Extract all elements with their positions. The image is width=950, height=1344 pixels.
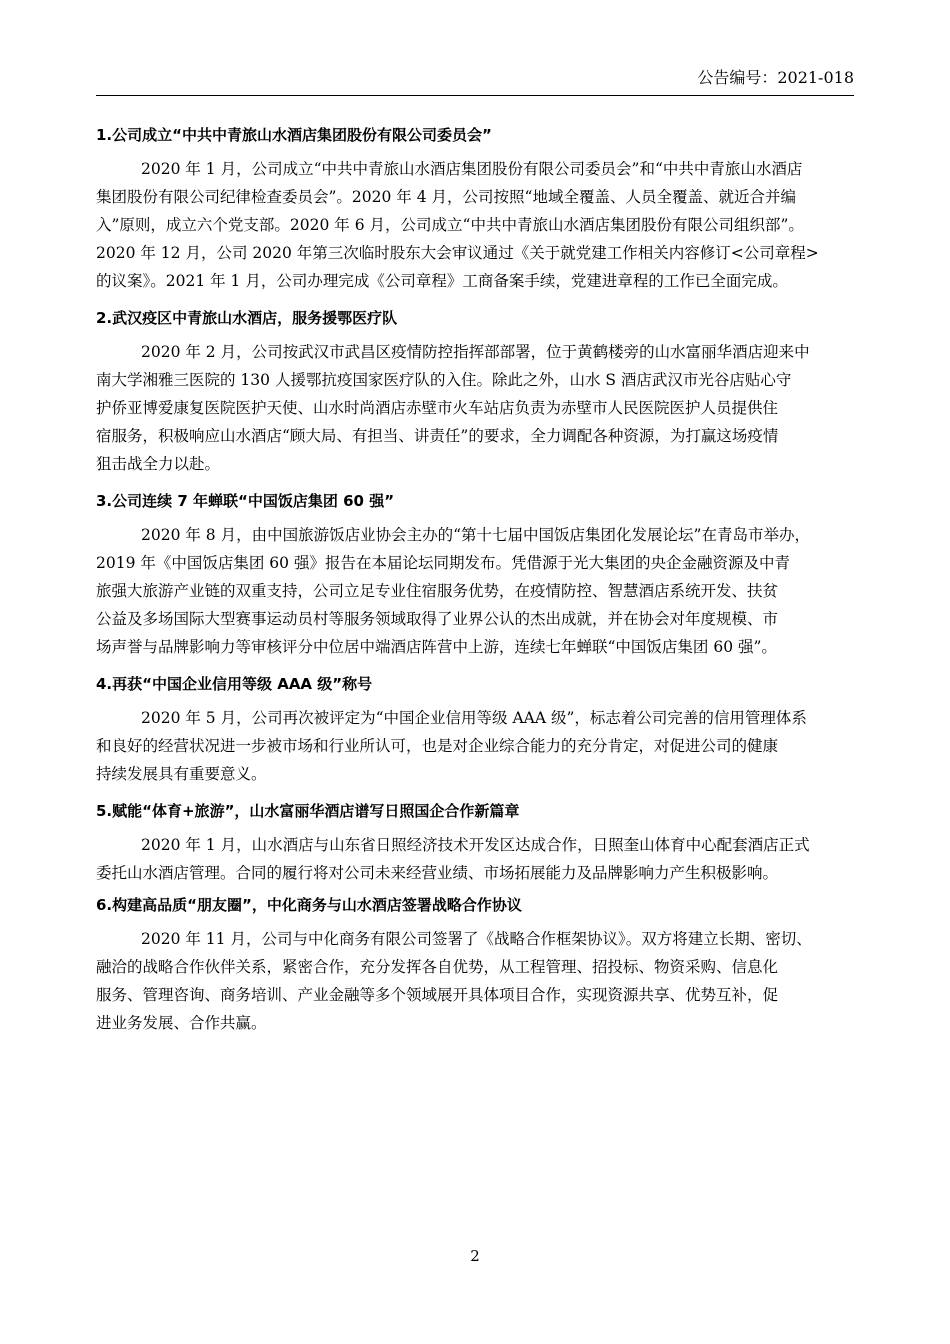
paragraph-line: 狙击战全力以赴。 — [96, 455, 221, 473]
section-title: 3.公司连续 7 年蝉联“中国饭店集团 60 强” — [96, 492, 395, 510]
document-body — [96, 124, 854, 1037]
paragraph-line: 2020 年 5 月，公司再次被评定为“中国企业信用等级 AAA 级”，标志着公司完善的信用管理体系 — [141, 709, 807, 727]
section-2 — [96, 307, 854, 478]
page-number: 2 — [470, 1247, 480, 1265]
paragraph-line: 2020 年 12 月，公司 2020 年第三次临时股东大会审议通过《关于就党建工作相关内容修订<公司章程> — [96, 244, 819, 262]
section-paragraph — [96, 155, 854, 295]
paragraph-line: 公益及多场国际大型赛事运动员村等服务领域取得了业界公认的杰出成就，并在协会对年度规模、市 — [96, 610, 779, 628]
section-6 — [96, 894, 854, 1037]
paragraph-line: 的议案》。2021 年 1 月，公司办理完成《公司章程》工商备案手续，党建进章程的工作已全面完成。 — [96, 272, 788, 290]
paragraph-line: 持续发展具有重要意义。 — [96, 765, 267, 783]
section-paragraph — [96, 704, 854, 788]
section-title: 1.公司成立“中共中青旅山水酒店集团股份有限公司委员会” — [96, 126, 492, 144]
paragraph-line: 融洽的战略合作伙伴关系，紧密合作，充分发挥各自优势，从工程管理、招投标、物资采购、信息化 — [96, 958, 779, 976]
paragraph-line: 旅强大旅游产业链的双重支持，公司立足专业住宿服务优势，在疫情防控、智慧酒店系统开发、扶贫 — [96, 582, 779, 600]
section-4 — [96, 673, 854, 788]
paragraph-line: 集团股份有限公司纪律检查委员会”。2020 年 4 月，公司按照“地域全覆盖、人员全覆盖、就近合并编 — [96, 188, 796, 206]
header-divider — [96, 95, 854, 96]
section-1 — [96, 124, 854, 295]
paragraph-line: 场声誉与品牌影响力等审核评分中位居中端酒店阵营中上游，连续七年蝉联“中国饭店集团 60 强”。 — [96, 638, 777, 656]
section-title: 2.武汉疫区中青旅山水酒店，服务援鄂医疗队 — [96, 309, 398, 327]
section-title: 5.赋能“体育+旅游”，山水富丽华酒店谱写日照国企合作新篇章 — [96, 802, 520, 820]
section-paragraph — [96, 521, 854, 661]
section-paragraph — [96, 831, 854, 887]
document-number: 公告编号：2021-018 — [697, 68, 854, 87]
paragraph-line: 护侨亚博爱康复医院医护天使、山水时尚酒店赤壁市火车站店负责为赤壁市人民医院医护人员提供住 — [96, 399, 779, 417]
paragraph-line: 宿服务，积极响应山水酒店“顾大局、有担当、讲责任”的要求，全力调配各种资源，为打赢这场疫情 — [96, 427, 779, 445]
paragraph-line: 入”原则，成立六个党支部。2020 年 6 月，公司成立“中共中青旅山水酒店集团股份有限公司组织部”。 — [96, 216, 804, 234]
section-paragraph — [96, 338, 854, 478]
paragraph-line: 2020 年 1 月，山水酒店与山东省日照经济技术开发区达成合作，日照奎山体育中心配套酒店正式 — [141, 836, 810, 854]
paragraph-line: 委托山水酒店管理。合同的履行将对公司未来经营业绩、市场拓展能力及品牌影响力产生积极影响。 — [96, 864, 779, 882]
paragraph-line: 2020 年 8 月，由中国旅游饭店业协会主办的“第十七届中国饭店集团化发展论坛”在青岛市举办， — [141, 526, 810, 544]
section-title: 6.构建高品质“朋友圈”，中化商务与山水酒店签署战略合作协议 — [96, 896, 522, 914]
paragraph-line: 2019 年《中国饭店集团 60 强》报告在本届论坛同期发布。凭借源于光大集团的央企金融资源及中青 — [96, 554, 790, 572]
section-title: 4.再获“中国企业信用等级 AAA 级”称号 — [96, 675, 373, 693]
section-3 — [96, 490, 854, 661]
paragraph-line: 2020 年 1 月，公司成立“中共中青旅山水酒店集团股份有限公司委员会”和“中共中青旅山水酒店 — [141, 160, 803, 178]
paragraph-line: 南大学湘雅三医院的 130 人援鄂抗疫国家医疗队的入住。除此之外，山水 S 酒店武汉市光谷店贴心守 — [96, 371, 792, 389]
paragraph-line: 2020 年 2 月，公司按武汉市武昌区疫情防控指挥部部署，位于黄鹤楼旁的山水富丽华酒店迎来中 — [141, 343, 810, 361]
paragraph-line: 2020 年 11 月，公司与中化商务有限公司签署了《战略合作框架协议》。双方将建立长期、密切、 — [141, 930, 812, 948]
section-paragraph — [96, 925, 854, 1037]
paragraph-line: 服务、管理咨询、商务培训、产业金融等多个领域展开具体项目合作，实现资源共享、优势互补，促 — [96, 986, 779, 1004]
section-5 — [96, 800, 854, 887]
paragraph-line: 和良好的经营状况进一步被市场和行业所认可，也是对企业综合能力的充分肯定，对促进公司的健康 — [96, 737, 779, 755]
paragraph-line: 进业务发展、合作共赢。 — [96, 1014, 267, 1032]
